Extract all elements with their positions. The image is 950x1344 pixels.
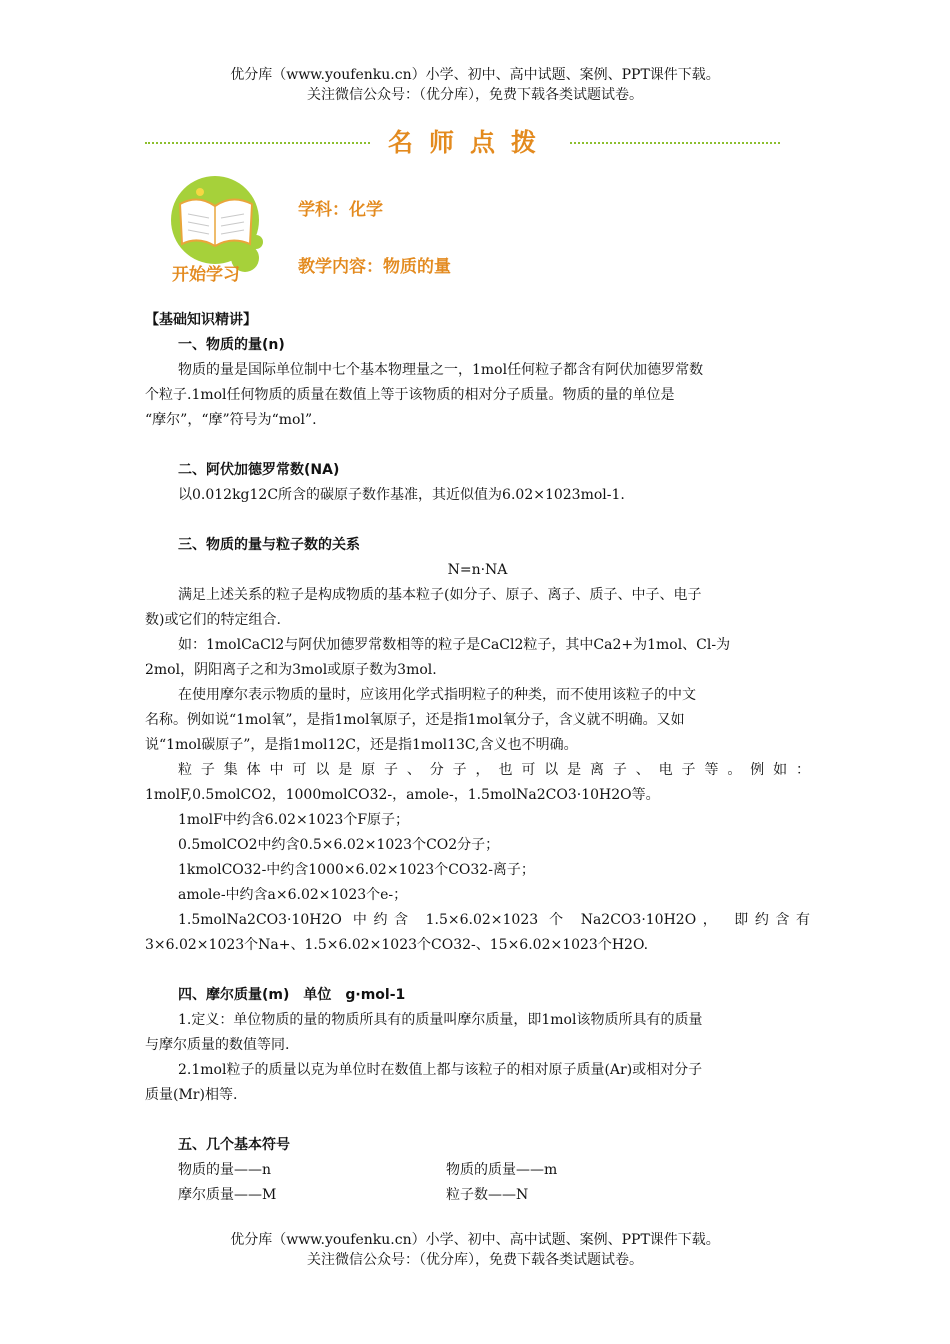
header-line-1: 优分库（www.youfenku.cn）小学、初中、高中试题、案例、PPT课件下载。 (230, 67, 720, 83)
document-body (145, 308, 810, 1208)
s3-line-7: 说“1mol碳原子”，是指1mol12C，还是指1mol13C,含义也不明确。 (145, 737, 578, 753)
s3-line-1: 满足上述关系的粒子是构成物质的基本粒子(如分子、原子、离子、质子、中子、电子 (178, 587, 702, 603)
footer-line-1: 优分库（www.youfenku.cn）小学、初中、高中试题、案例、PPT课件下载。 (230, 1232, 720, 1248)
footer-line-2: 关注微信公众号：（优分库），免费下载各类试题试卷。 (307, 1252, 643, 1268)
s3-line-15: 3×6.02×1023个Na+、1.5×6.02×1023个CO32-、15×6.02×1023个H2O. (145, 937, 649, 953)
subject-label: 学科：化学 (298, 200, 383, 220)
s4-line-4: 质量(Mr)相等. (145, 1087, 238, 1103)
s3-line-2: 数)或它们的特定组合. (145, 612, 281, 628)
s3-line-12: 1kmolCO32-中约含1000×6.02×1023个CO32-离子； (178, 862, 535, 878)
s2-line-1: 以0.012kg12C所含的碳原子数作基准，其近似值为6.02×1023mol-1. (178, 487, 625, 503)
section-heading: 【基础知识精讲】 (145, 312, 257, 328)
banner-title: 名师点拨 (387, 128, 552, 157)
open-book-logo-icon (160, 172, 270, 292)
symbol-particle-count: 粒子数——N (446, 1187, 529, 1203)
s5-title: 五、几个基本符号 (178, 1137, 290, 1153)
s2-title: 二、阿伏加德罗常数(NA) (178, 462, 340, 478)
s3-line-10: 1molF中约含6.02×1023个F原子； (178, 812, 410, 828)
s3-line-8: 粒子集体中可以是原子、分子，也可以是离子、电子等。例如： (178, 762, 810, 778)
s3-line-5: 在使用摩尔表示物质的量时，应该用化学式指明粒子的种类，而不使用该粒子的中文 (178, 687, 696, 703)
s4-line-1: 1.定义：单位物质的量的物质所具有的质量叫摩尔质量，即1mol该物质所具有的质量 (178, 1012, 703, 1028)
teaching-content-label: 教学内容：物质的量 (298, 257, 451, 277)
symbol-mass: 物质的质量——m (446, 1162, 558, 1178)
logo-caption: 开始学习 (172, 265, 240, 285)
symbol-amount: 物质的量——n (178, 1162, 272, 1178)
banner-divider-right (570, 142, 780, 144)
header-line-2: 关注微信公众号：（优分库），免费下载各类试题试卷。 (307, 87, 643, 103)
s4-line-3: 2.1mol粒子的质量以克为单位时在数值上都与该粒子的相对原子质量(Ar)或相对分子 (178, 1062, 703, 1078)
s1-line-3: “摩尔”，“摩”符号为“mol”. (145, 412, 317, 428)
s3-formula: N=n·NA (447, 562, 508, 578)
s4-title: 四、摩尔质量(m) 单位 g·mol-1 (178, 987, 406, 1003)
s1-line-2: 个粒子.1mol任何物质的质量在数值上等于该物质的相对分子质量。物质的量的单位是 (145, 387, 675, 403)
s3-line-13: amole-中约含a×6.02×1023个e-； (178, 887, 408, 903)
symbol-row-2 (145, 1183, 810, 1208)
s3-line-14: 1.5molNa2CO3·10H2O 中约含 1.5×6.02×1023 个 Na2CO3·10H2O， 即约含有 (178, 912, 810, 928)
s1-line-1: 物质的量是国际单位制中七个基本物理量之一，1mol任何粒子都含有阿伏加德罗常数 (178, 362, 704, 378)
s3-line-6: 名称。例如说“1mol氧”，是指1mol氧原子，还是指1mol氧分子，含义就不明确。又如 (145, 712, 685, 728)
banner-divider-left (145, 142, 370, 144)
s1-title: 一、物质的量(n) (178, 337, 285, 353)
s3-line-11: 0.5molCO2中约含0.5×6.02×1023个CO2分子； (178, 837, 500, 853)
s3-line-4: 2mol，阴阳离子之和为3mol或原子数为3mol. (145, 662, 437, 678)
s4-line-2: 与摩尔质量的数值等同. (145, 1037, 290, 1053)
s3-line-3: 如：1molCaCl2与阿伏加德罗常数相等的粒子是CaCl2粒子，其中Ca2+为1mol、Cl-为 (178, 637, 731, 653)
symbol-molar-mass: 摩尔质量——M (178, 1187, 277, 1203)
s3-title: 三、物质的量与粒子数的关系 (178, 537, 360, 553)
s3-line-9: 1molF,0.5molCO2，1000molCO32-，amole-，1.5molNa2CO3·10H2O等。 (145, 787, 660, 803)
symbol-row-1 (145, 1158, 810, 1183)
title-banner (145, 128, 780, 158)
